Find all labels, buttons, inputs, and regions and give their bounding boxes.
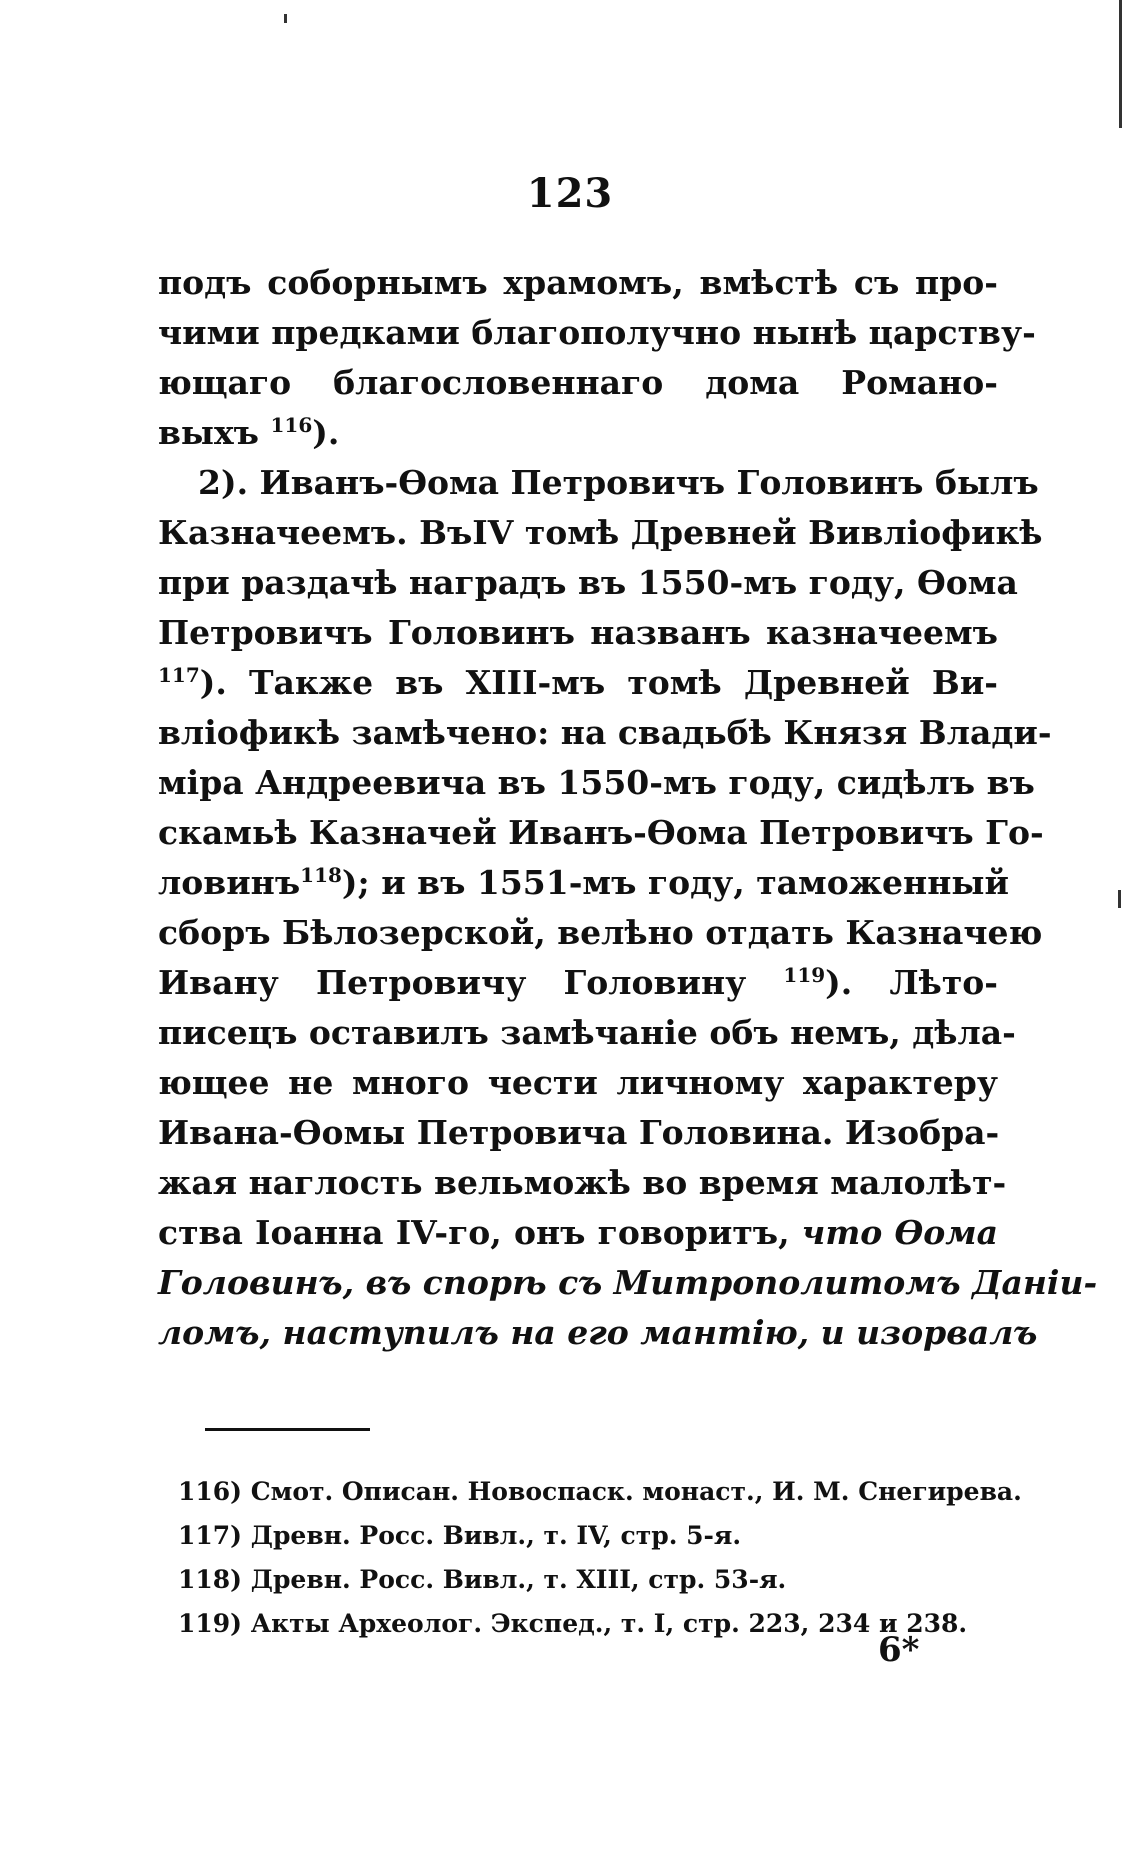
text-line-main: писецъ оставилъ замѣчаніе объ немъ, дѣла- <box>158 1013 1016 1052</box>
body-text <box>158 258 1098 1358</box>
text-line <box>158 508 1043 558</box>
text-line <box>158 658 998 708</box>
text-line-tail: ). Также въ XIII-мъ томѣ Древней Ви- <box>199 663 998 702</box>
text-line-italic-tail: что Ѳома <box>801 1213 998 1252</box>
footnote-rule <box>205 1428 370 1431</box>
footnote-ref: 116 <box>270 413 313 437</box>
text-line-main: міра Андреевича въ 1550-мъ году, сидѣлъ въ <box>158 763 1035 802</box>
scan-speck <box>1119 0 1122 128</box>
text-line <box>158 458 1039 508</box>
footnote: 116) Смот. Описан. Новоспаск. монаст., И. М. Снегирева. <box>178 1477 1022 1506</box>
text-line-main: жая наглость вельможѣ во время малолѣт- <box>158 1163 1007 1202</box>
text-line <box>158 558 1018 608</box>
text-line-main: скамьѣ Казначей Иванъ-Ѳома Петровичъ Го- <box>158 813 1044 852</box>
text-line <box>158 408 998 458</box>
text-line <box>158 758 1035 808</box>
scan-speck <box>284 14 287 23</box>
footnote: 119) Акты Археолог. Экспед., т. I, стр. 223, 234 и 238. <box>178 1609 968 1638</box>
text-line-main: Петровичъ Головинъ названъ казначеемъ <box>158 613 998 652</box>
text-line <box>158 1258 1098 1308</box>
text-line <box>158 858 1009 908</box>
footnote-ref: 117 <box>158 663 200 687</box>
text-line <box>158 958 998 1008</box>
text-line-main: выхъ <box>158 413 271 452</box>
text-line <box>158 1208 998 1258</box>
text-line-main: ющее не много чести личному характеру <box>158 1063 998 1102</box>
text-line-tail: ). <box>312 413 340 452</box>
text-line-main: Ивана-Ѳомы Петровича Головина. Изобра- <box>158 1113 1000 1152</box>
scan-speck <box>1118 890 1121 908</box>
footnote-ref: 119 <box>783 963 826 987</box>
page-number: 123 <box>526 170 614 217</box>
text-line-main: при раздачѣ наградъ въ 1550-мъ году, Ѳома <box>158 563 1018 602</box>
text-line <box>158 1008 1016 1058</box>
text-line <box>158 1058 998 1108</box>
text-line <box>158 1108 998 1158</box>
text-line-main: вліофикѣ замѣчено: на свадьбѣ Князя Влади- <box>158 713 1052 752</box>
text-line-tail: ). Лѣто- <box>825 963 998 1002</box>
footnote: 118) Древн. Росс. Вивл., т. XIII, стр. 53-я. <box>178 1565 787 1594</box>
text-line-main: Головинъ, въ спорѣ съ Митрополитомъ Даніи- <box>158 1263 1098 1302</box>
footnote-ref: 118 <box>300 863 342 887</box>
text-line <box>158 808 1044 858</box>
text-line <box>158 308 1036 358</box>
text-line-main: подъ соборнымъ храмомъ, вмѣстѣ съ про- <box>158 263 998 302</box>
text-line-main: ства Іоанна IV-го, онъ говоритъ, <box>158 1213 802 1252</box>
text-line <box>158 608 998 658</box>
text-line-main: Ивану Петровичу Головину <box>158 963 784 1002</box>
text-line <box>158 258 998 308</box>
text-line-main: 2). Иванъ-Ѳома Петровичъ Головинъ былъ <box>198 463 1039 502</box>
text-line <box>158 1158 1007 1208</box>
text-line <box>158 708 1052 758</box>
text-line-main: Казначеемъ. ВъIV томѣ Древней Вивліофикѣ <box>158 513 1043 552</box>
text-line <box>158 1308 1038 1358</box>
text-line-main: сборъ Бѣлозерской, велѣно отдать Казначею <box>158 913 1043 952</box>
footnote: 117) Древн. Росс. Вивл., т. IV, стр. 5-я. <box>178 1521 742 1550</box>
text-line-main: ломъ, наступилъ на его мантію, и изорвалъ <box>158 1313 1038 1352</box>
text-line-main: ющаго благословеннаго дома Романо- <box>158 363 998 402</box>
footnotes <box>178 1470 1022 1646</box>
signature-mark: 6* <box>878 1630 920 1670</box>
text-line-main: чими предками благополучно нынѣ царству- <box>158 313 1036 352</box>
text-line <box>158 358 998 408</box>
text-line-tail: ); и въ 1551-мъ году, таможенный <box>341 863 1009 902</box>
text-line <box>158 908 1043 958</box>
text-line-main: ловинъ <box>158 863 301 902</box>
